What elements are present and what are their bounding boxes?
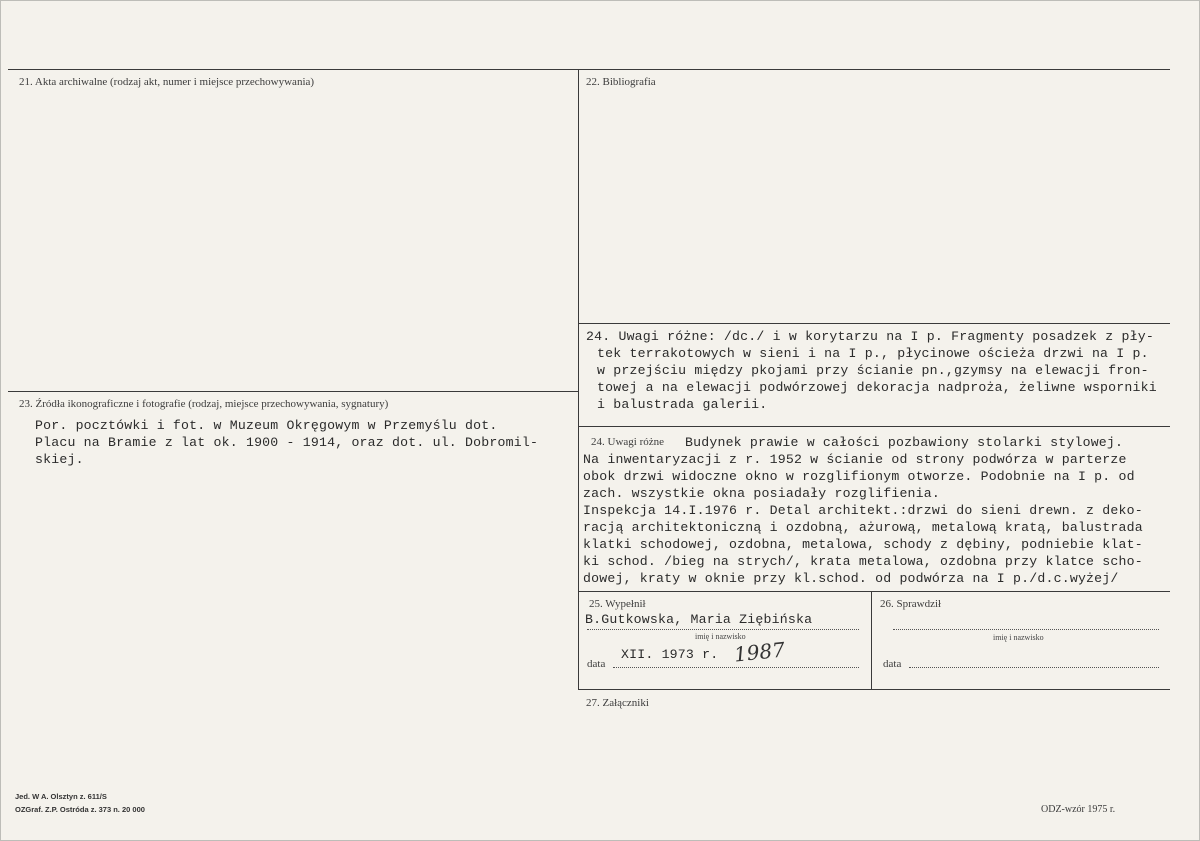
left-middle-rule	[8, 391, 579, 392]
section-24-line: Inspekcja 14.I.1976 r. Detal architekt.:drzwi do sieni drewn. z deko-	[583, 503, 1143, 518]
filled-by-date-line	[613, 667, 859, 668]
center-vertical-rule	[578, 69, 579, 689]
checked-by-line	[893, 629, 1159, 630]
section-25-label: 25. Wypełnił	[589, 598, 646, 610]
section-23-label: 23. Źródła ikonograficzne i fotografie (rodzaj, miejsce przechowywania, sygnatury)	[19, 398, 389, 410]
note-top-line: w przejściu między pkojami przy ścianie pn.,gzymsy na elewacji fron-	[597, 363, 1149, 378]
section-23-line: skiej.	[35, 452, 84, 467]
section-22-label: 22. Bibliografia	[586, 76, 656, 88]
checked-by-caption: imię i nazwisko	[993, 633, 1044, 642]
section-27-label: 27. Załączniki	[586, 697, 649, 709]
right-middle-rule	[578, 426, 1170, 427]
section-24-line: Na inwentaryzacji z r. 1952 w ścianie od strony podwórza w parterze	[583, 452, 1127, 467]
section-21-label: 21. Akta archiwalne (rodzaj akt, numer i miejsce przechowywania)	[19, 76, 315, 88]
section-23-line: Placu na Bramie z lat ok. 1900 - 1914, oraz dot. ul. Dobromil-	[35, 435, 539, 450]
filled-by-name: B.Gutkowska, Maria Ziębińska	[585, 612, 813, 627]
checked-by-date-label: data	[883, 658, 902, 670]
section-24-line: Budynek prawie w całości pozbawiony stolarki stylowej.	[685, 435, 1124, 450]
filled-by-line	[587, 629, 859, 630]
form-template-id: ODZ-wzór 1975 r.	[1041, 804, 1116, 815]
section-24-line: racją architektoniczną i ozdobną, ażurową, metalową kratą, balustrada	[583, 520, 1143, 535]
checked-by-date-line	[909, 667, 1159, 668]
filled-by-date-label: data	[587, 658, 606, 670]
print-info-line-1: Jed. W A. Olsztyn z. 611/S	[15, 792, 107, 801]
section-23-line: Por. pocztówki i fot. w Muzeum Okręgowym w Przemyślu dot.	[35, 418, 498, 433]
signature-divider	[871, 591, 872, 689]
note-top-line: i balustrada galerii.	[597, 397, 768, 412]
section-24-line: ki schod. /bieg na strych/, krata metalowa, ozdobna przy klatce scho-	[583, 554, 1143, 569]
section-26-label: 26. Sprawdził	[880, 598, 942, 610]
filled-by-date-handwritten: 1987	[732, 637, 787, 667]
right-bottom-rule	[578, 689, 1170, 690]
section-24-line: zach. wszystkie okna posiadały rozglifienia.	[583, 486, 941, 501]
note-top-line: towej a na elewacji podwórzowej dekoracja nadproża, żeliwne wsporniki	[597, 380, 1157, 395]
section-24-line: klatki schodowej, ozdobna, metalowa, schody z dębiny, podniebie klat-	[583, 537, 1143, 552]
note-top-line: tek terrakotowych w sieni i na I p., płycinowe ościeża drzwi na I p.	[597, 346, 1149, 361]
right-upper-rule	[578, 323, 1170, 324]
right-lower-rule	[578, 591, 1170, 592]
top-horizontal-rule	[8, 69, 1170, 70]
print-info-line-2: OZGraf. Z.P. Ostróda z. 373 n. 20 000	[15, 805, 145, 814]
note-top-line: 24. Uwagi różne: /dc./ i w korytarzu na I p. Fragmenty posadzek z pły-	[586, 329, 1154, 344]
section-24-line: dowej, kraty w oknie przy kl.schod. od podwórza na I p./d.c.wyżej/	[583, 571, 1119, 586]
filled-by-caption: imię i nazwisko	[695, 632, 746, 641]
filled-by-date-typed: XII. 1973 r.	[621, 647, 719, 662]
section-24-label: 24. Uwagi różne	[591, 436, 665, 448]
section-24-line: obok drzwi widoczne okno w rozglifionym otworze. Podobnie na I p. od	[583, 469, 1135, 484]
